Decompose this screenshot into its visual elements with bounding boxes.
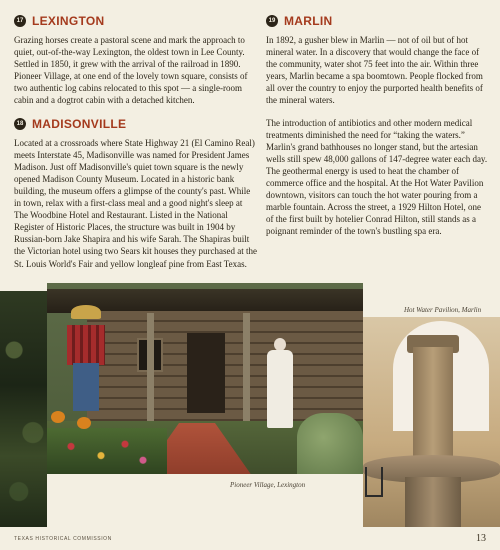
woman-figure [267,338,293,428]
madisonville-body: Located at a crossroads where State Highway 21 (El Camino Real) meets Interstate 45, Madisonville was named for President James Madison. Just off Madisonville's quiet town square is the newly opened Madison County Museum. Located in a historic bank building, the museum offers a glimpse of the county's past. While in town, relax with a first-class meal and a good night's sleep at The Woodbine Hotel and Restaurant. Listed in the National Register of Historic Places, the structure was built in 1904 by Russian-born Jake Shapira and his wife Sarah. The Shapiras built the Victorian hotel using two Sears kit houses they purchased at the St. Louis World's Fair and yellow longleaf pine from East Texas. [14,137,257,269]
cabin-log-wall [87,311,363,421]
pioneer-village-photo [47,283,363,474]
section-header [14,14,258,28]
fountain-column [413,347,453,457]
porch-post [243,313,250,433]
woman-dress [267,350,293,428]
scarecrow-figure [63,305,109,415]
footer-publisher: TEXAS HISTORICAL COMMISSION [14,536,112,542]
section-title-lexington: LEXINGTON [32,14,105,28]
flower-bed [47,428,167,474]
page-number: 13 [476,533,486,544]
section-number-badge: 17 [14,15,26,27]
scarecrow-shirt [67,325,105,365]
pumpkin [51,411,65,423]
lexington-body: Grazing horses create a pastoral scene and mark the approach to quiet, out-of-the-way Lexington, the oldest town in Lee County. Settled in 1850, it grew with the arrival of the railroad in 1890. Pioneer Village, at one end of the lovely town square, consists of two authentic log cabins relocated to this spot — a single-room cabin and a dogtrot cabin with a detached kitchen. [14,35,248,106]
section-number-badge: 18 [14,118,26,130]
caption-fountain: Hot Water Pavilion, Marlin [404,306,482,314]
porch-post [147,313,154,433]
shrub [297,413,363,474]
left-column [14,14,258,280]
fountain-pedestal [405,477,461,527]
marlin-body-1: In 1892, a gusher blew in Marlin — not of oil but of hot mineral water. In a discovery that would change the face of the community, water shot 75 feet into the air. Within three years, Marlin became a spa boomtown. People flocked from all over the country to enjoy the purported health benefits of the mineral waters. [266,35,483,106]
section-title-marlin: MARLIN [284,14,333,28]
section-number-badge: 19 [266,15,278,27]
right-column [266,14,488,248]
chair [365,467,383,497]
hot-water-pavilion-photo [363,317,500,527]
scarecrow-overalls [73,363,99,411]
cabin-door [187,333,225,413]
marlin-body-2: The introduction of antibiotics and other modern medical treatments diminished the need for “taking the waters.” Marlin's grand bathhouses no longer stand, but the artesian wells still spew 48,000 gallons of 147-degree water each day. The geothermal energy is used to heat the chamber of commerce office and the hospital. At the Hot Water Pavilion downtown, visitors can touch the hot water pouring from a marble fountain. Across the street, a 1929 Hilton Hotel, one of the first built by hotelier Conrad Hilton, still stands as a poignant reminder of the town's bustling spa era. [266,117,488,237]
section-lexington [14,14,258,107]
section-marlin [266,14,488,238]
photo-collage [0,283,500,527]
pumpkin [77,417,91,429]
section-header [266,14,488,28]
tree-photo [0,291,47,527]
section-header [14,117,258,131]
caption-cabin: Pioneer Village, Lexington [230,481,306,489]
scarecrow-hat [71,305,101,319]
section-madisonville [14,117,258,270]
section-title-madisonville: MADISONVILLE [32,116,127,131]
